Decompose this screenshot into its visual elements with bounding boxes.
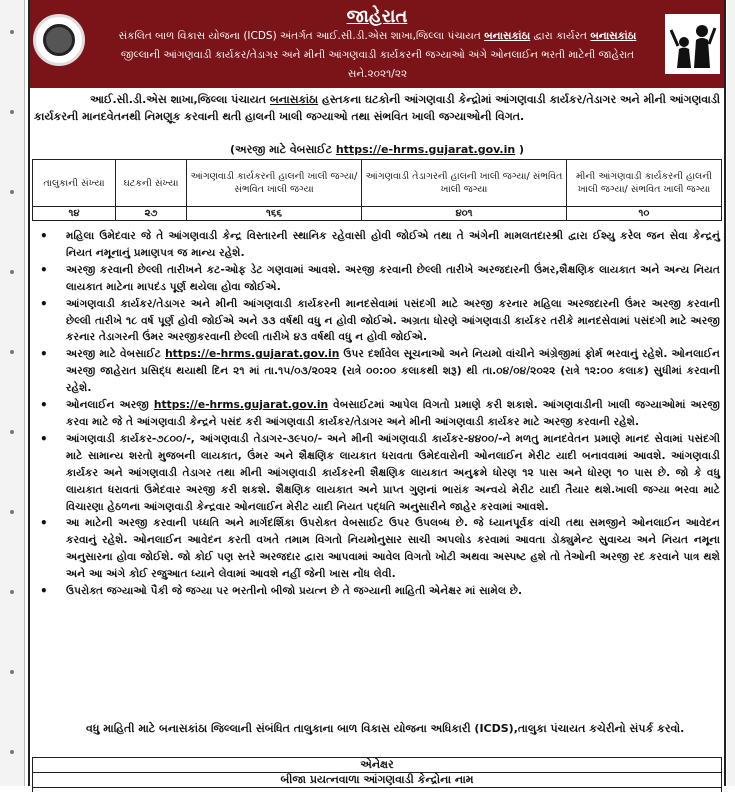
website-link[interactable]: https://e-hrms.gujarat.gov.in <box>153 398 329 412</box>
header-unit-count: ઘટકની સંખ્યા <box>116 160 187 207</box>
cell-unit-count: ૨૭ <box>116 207 187 221</box>
annexure-title: એનેક્ષર <box>360 758 394 771</box>
header-helper-vacancy: આંગણવાડી તેડાગરની હાલની ખાલી જગ્યા/ સંભવિત ખાલી જગ્યા <box>362 160 567 207</box>
table-row <box>33 207 722 221</box>
contact-paragraph: વધુ માહિતી માટે બનાસકાંઠા જિલ્લાની સંબંધિત તાલુકાના બાળ વિકાસ યોજના અધિકારી (ICDS),તાલુકા પંચાયત કચેરીનો સંપર્ક કરવો. <box>86 722 685 735</box>
vacancy-table <box>32 159 722 221</box>
list-item: • આંગણવાડી કાર્યકર/તેડાગર અને મીની આંગણવાડી કાર્યકરની માનદસેવામાં પસંદગી માટે અરજી કરનાર મહિલા અરજદારની ઉંમર અરજી કરવાની છેલ્લી તારીખે ૧૮ વર્ષ પૂર્ણ હોવી જોઈએ અને ૩૩ વર્ષથી વધુ ન હોવી જોઈએ. અગ્રતા ધોરણે આંગણવાડી કાર્યકર તરીકે માનદસેવામાં પસંદગી માટે અરજી કરનાર તેડાગરની ઉંમર અરજીકરવાની છેલ્લી તારીખે ૪૩ વર્ષથી વધુ ન હોવી જોઈએ. <box>40 296 720 344</box>
list-item: • ઉપરોક્ત જગ્યાઓ પૈકી જે જગ્યા પર ભરતીનો બીજો પ્રયત્ન છે તે જગ્યાની માહિતી એનેક્ષર માં સામેલ છે. <box>40 584 523 599</box>
advertisement-page <box>28 0 726 786</box>
annexure-rule <box>33 787 721 792</box>
list-item: • ઓનલાઈન અરજી https://e-hrms.gujarat.gov.in વેબસાઈટમાં આપેલ વિગતો પ્રમાણે કરી શકાશે. આંગણવાડીની ખાલી જગ્યાઓમાં અરજી કરવા માટે જે તે આંગણવાડી કેન્દ્રને પસંદ કરી આંગણવાડી કાર્યકર/તેડાગર અને મીની આંગણવાડી કાર્યકર માટે અરજી કરવાની રહેશે. <box>40 398 720 428</box>
right-margin-strip <box>727 0 735 786</box>
mother-child-logo-icon <box>665 14 720 74</box>
list-item: • અરજી કરવાની છેલ્લી તારીખને કટ-ઓફ ડેટ ગણવામાં આવશે. અરજી કરવાની છેલ્લી તારીખે અરજદારની ઉંમર,શૈક્ષણિક લાયકાત અને અન્ય નિયત લાયકાત માટેના માપદંડ પૂર્ણ થયેલા હોવા જોઈએ. <box>40 262 720 293</box>
annexure-subtitle: બીજા પ્રયત્નવાળા આંગણવાડી કેન્દ્રોના નામ <box>33 772 721 787</box>
advertisement-title: જાહેરાત <box>346 6 408 27</box>
header-taluka-count: તાલુકાની સંખ્યા <box>33 160 116 207</box>
list-item: • આંગણવાડી કાર્યકર-૭૮૦૦/-, આંગણવાડી તેડાગર-૩૯૫૦/- અને મીની આંગણવાડી કાર્યકર-૪૪૦૦/-ને મળતુ માનદવેતન પ્રમાણે માનદ સેવામાં પસંદગી માટે સામાન્ય શરતો મુજબની લાયકાત, ઉંમર અને શૈક્ષણિક લાયકાત ધરાવતા ઉમેદવારોની ઓનલાઈન મેરીટ યાદી બનાવવામાં આવશે. આંગણવાડી કાર્યકર અને આંગણવાડી તેડાગર તથા મીની આંગણવાડી કાર્યકરની શૈક્ષણિક લાયકાત અનુક્રમે ધોરણ ૧૨ પાસ અને ધોરણ ૧૦ પાસ છે. જો કે વધુ લાયકાત ધરાવતાં ઉમેદવાર અરજી કરી શકશે. શૈક્ષણિક લાયકાત અને પ્રાપ્ત ગુણનાં ભારાંક અન્વયે મેરીટ યાદી તૈયાર થશે.ખાલી જગ્યા ભરવા માટે વિચારણા હેઠળના આંગણવાડી કેન્દ્રવાર ઓનલાઈન મેરીટ યાદી નિયત પદ્ધતિ અનુસારીને જાહેર કરવામાં આવશે. <box>40 431 720 513</box>
banner-year: સને.૨૦૨૧/૨૨ <box>347 68 408 80</box>
conditions-list <box>34 228 720 600</box>
website-line: (અરજી માટે વેબસાઈટ https://e-hrms.gujarat.gov.in ) <box>229 143 525 156</box>
header-mini-worker-vacancy: મીની આંગણવાડી કાર્યકરની હાલની ખાલી જગ્યા/ સંભવિત ખાલી જગ્યા <box>567 160 722 207</box>
header-worker-vacancy: આંગણવાડી કાર્યકરની હાલની ખાલી જગ્યા/ સંભવિત ખાલી જગ્યા <box>187 160 362 207</box>
cell-worker-vacancy: ૧૬૬ <box>187 207 362 221</box>
list-item: • મહિલા ઉમેદવાર જે તે આંગણવાડી કેન્દ્ર વિસ્તારની સ્થાનિક રહેવાસી હોવી જોઈએ તથા તે અંગેની મામલતદારશ્રી દ્વારા ઈશ્યુ કરેલ જન સેવા કેન્દ્રનું નિયત નમૂનાનું પ્રમાણપત્ર જ માન્ય રહેશે. <box>40 229 720 259</box>
website-link[interactable]: https://e-hrms.gujarat.gov.in <box>165 347 340 361</box>
cell-taluka-count: ૧૪ <box>33 207 116 221</box>
banner-line-1: સંકલિત બાળ વિકાસ યોજના (ICDS) અંતર્ગત આઈ.સી.ડી.એસ શાખા,જિલ્લા પંચાયત બનાસકાંઠા દ્વારા કાર્યરત બનાસકાંઠા <box>118 30 637 42</box>
intro-paragraph: આઈ.સી.ડી.એસ શાખા,જિલ્લા પંચાયત બનાસકાંઠા હસ્તકના ઘટકોની આંગણવાડી કેન્દ્રોમાં આંગણવાડી કાર્યકર/તેડાગર અને મીની આંગણવાડી કાર્યકરની માનદવેતનથી નિમણૂક કરવાની થતી હાલની ખાલી જગ્યાઓ તથા સંભવિત ખાલી જગ્યાઓની વિગત. <box>34 93 721 123</box>
banner-line-2: જીલ્લાની આંગણવાડી કાર્યકર/તેડાગર અને મીની આંગણવાડી કાર્યકરની જગ્યાઓ અંગે ઓનલાઈન ભરતી માટેની જાહેરાત <box>120 49 635 61</box>
cell-mini-worker-vacancy: ૧૦ <box>567 207 722 221</box>
website-link[interactable]: https://e-hrms.gujarat.gov.in <box>335 143 516 156</box>
left-margin-strip <box>0 0 25 786</box>
cell-helper-vacancy: ૪૦૧ <box>362 207 567 221</box>
table-header-row <box>33 160 722 207</box>
annexure-table <box>32 757 722 792</box>
header-banner <box>30 0 724 88</box>
list-item: • અરજી માટે વેબસાઈટ https://e-hrms.gujarat.gov.in ઉપર દર્શાવેલ સૂચનાઓ અને નિયમો વાંચીને અંગ્રેજીમાં ફોર્મ ભરવાનું રહેશે. ઓનલાઈન અરજી જાહેરાત પ્રસિદ્ધ થયાથી દિન ૨૧ માં તા.૧૫/૦૩/૨૦૨૨ (રાત્રે ૦૦:૦૦ કલાકથી શરૂ) થી તા.૦૪/૦૪/૨૦૨૨ (રાત્રે ૧૨:૦૦ કલાક) સુધીમાં કરવાની રહેશે. <box>40 347 720 395</box>
list-item: • આ માટેની અરજી કરવાની પધ્ધતિ અને માર્ગદર્શિકા ઉપરોક્ત વેબસાઈટ ઉપર ઉપલબ્ધ છે. જે ધ્યાનપૂર્વક વાંચી તથા સમજીને ઓનલાઈન આવેદન કરવાનું રહેશે. ઓનલાઈન આવેદન કરતી વખતે તમામ વિગતો નિયમોનુસાર સાચી અપલોડ કરવામાં આવતા ડોક્યુમેન્ટ સુવાચ્ય અને નિયત નમૂના અનુસારના હોવા જોઈશે. જો કોઈ પણ સ્તરે અરજદાર દ્વારા આપવામાં આવેલ વિગતો ખોટી અથવા અસ્પષ્ટ હશે તો તેઓની અરજી રદ કરવાને પાત્ર થશે અને આ અંગે કોઈ રજુઆત ધ્યાને લેવામાં આવશે નહીં જેની ખાસ નોંધ લેવી. <box>40 516 720 581</box>
